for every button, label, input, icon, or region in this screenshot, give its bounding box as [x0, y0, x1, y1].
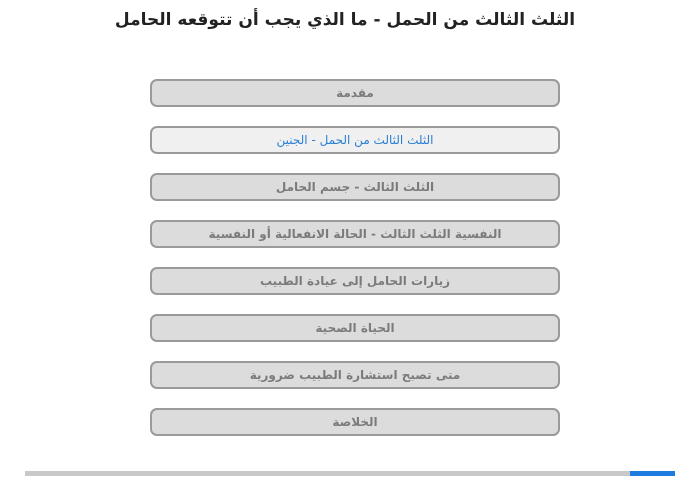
- menu-item-when-consult[interactable]: متى تصبح استشارة الطبيب ضرورية: [150, 361, 560, 389]
- page-title: الثلث الثالث من الحمل - ما الذي يجب أن تتوقعه الحامل: [114, 10, 576, 30]
- menu-item-healthy-life[interactable]: الحياة الصحية: [150, 314, 560, 342]
- menu-item-fetus[interactable]: الثلث الثالث من الحمل - الجنين: [150, 126, 560, 154]
- progress-bar: [25, 471, 675, 476]
- menu-item-doctor-visits[interactable]: زيارات الحامل إلى عيادة الطبيب: [150, 267, 560, 295]
- menu-item-summary[interactable]: الخلاصة: [150, 408, 560, 436]
- menu-item-emotional[interactable]: النفسية الثلث الثالث - الحالة الانفعالية أو النفسية: [150, 220, 560, 248]
- progress-fill: [630, 471, 676, 476]
- menu-item-intro[interactable]: مقدمة: [150, 79, 560, 107]
- menu-item-body[interactable]: الثلث الثالث - جسم الحامل: [150, 173, 560, 201]
- topic-menu: [150, 79, 560, 455]
